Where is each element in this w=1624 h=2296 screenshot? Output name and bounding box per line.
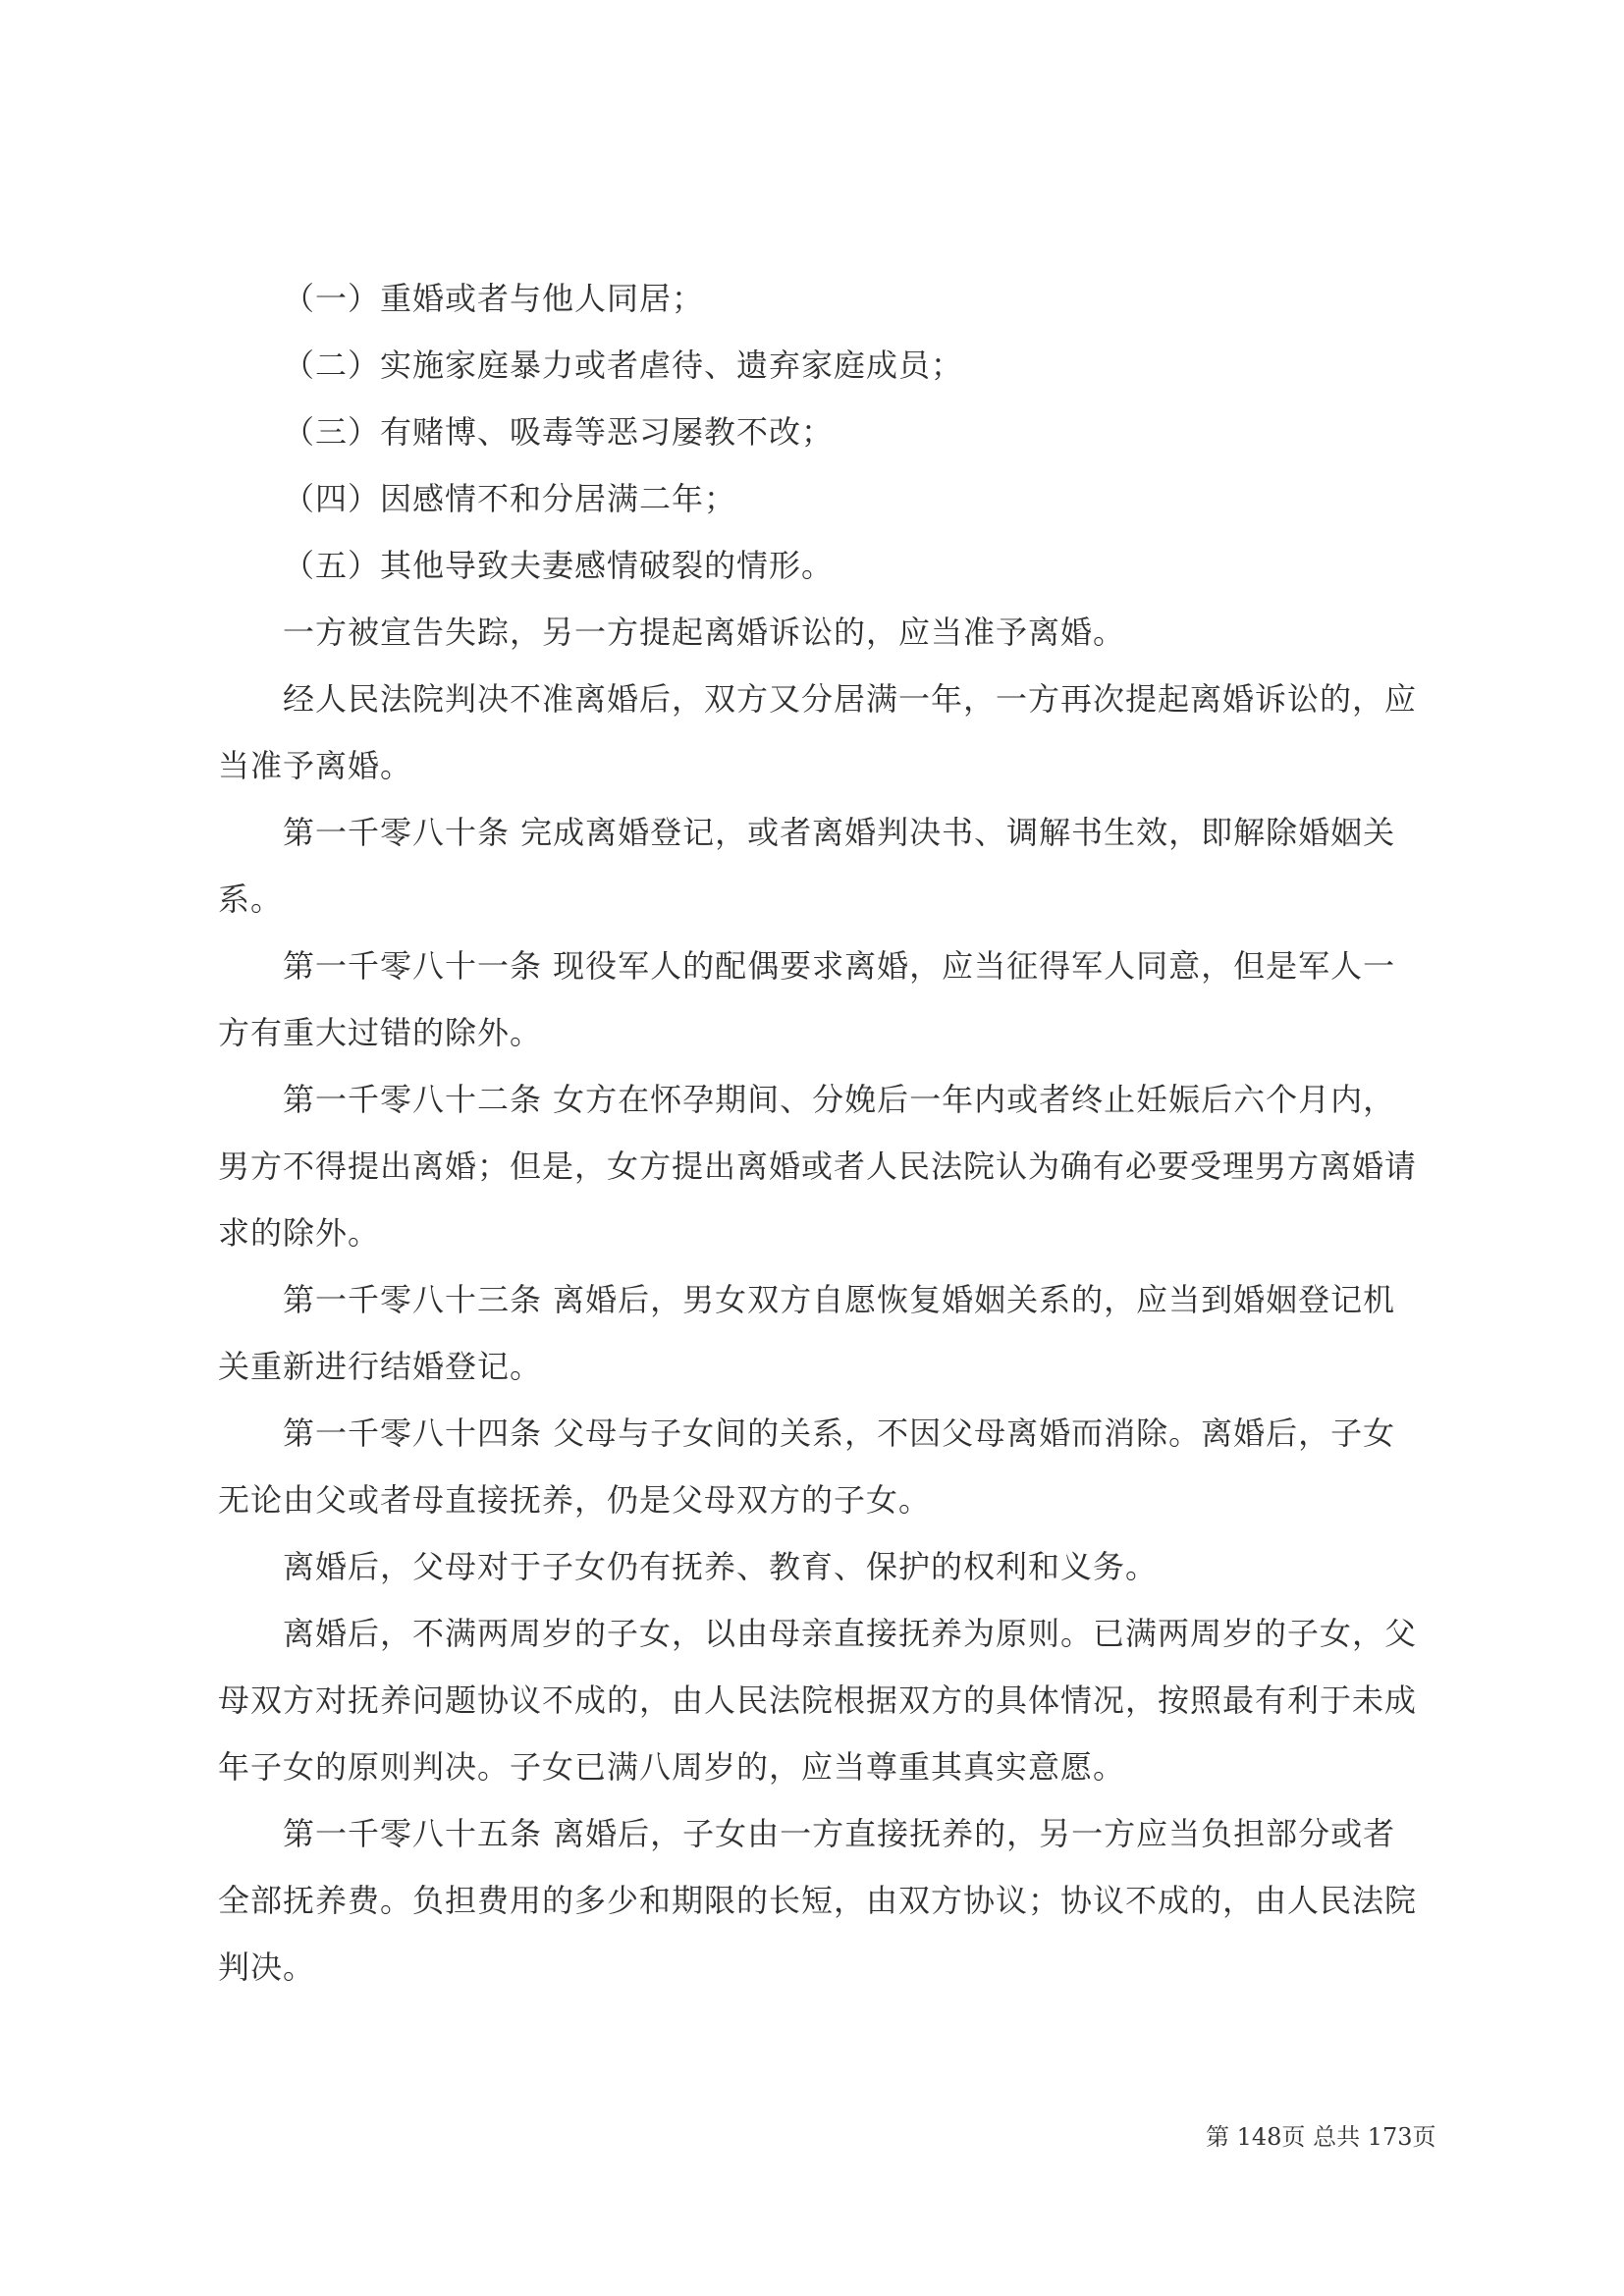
- article-1084: 第一千零八十四条 父母与子女间的关系，不因父母离婚而消除。离婚后，子女无论由父或者母直接抚养，仍是父母双方的子女。: [218, 1415, 1396, 1519]
- paragraph-custody-rule: 离婚后，不满两周岁的子女，以由母亲直接抚养为原则。已满两周岁的子女，父母双方对抚养问题协议不成的，由人民法院根据双方的具体情况，按照最有利于未成年子女的原则判决。子女已满八周岁的，应当尊重其真实意愿。: [218, 1615, 1418, 1786]
- article-1083: 第一千零八十三条 离婚后，男女双方自愿恢复婚姻关系的，应当到婚姻登记机关重新进行结婚登记。: [218, 1281, 1396, 1385]
- page-number-footer: 第 148页 总共 173页: [1206, 2123, 1436, 2151]
- clause-item-1: （一）重婚或者与他人同居；: [283, 280, 705, 317]
- clause-item-3: （三）有赌博、吸毒等恶习屡教不改；: [283, 413, 835, 451]
- clause-item-5: （五）其他导致夫妻感情破裂的情形。: [283, 547, 835, 584]
- paragraph-parental-rights: 离婚后，父母对于子女仍有抚养、教育、保护的权利和义务。: [283, 1548, 1159, 1585]
- paragraph-missing-person: 一方被宣告失踪，另一方提起离婚诉讼的，应当准予离婚。: [283, 614, 1126, 651]
- article-1082: 第一千零八十二条 女方在怀孕期间、分娩后一年内或者终止妊娠后六个月内，男方不得提出离婚；但是，女方提出离婚或者人民法院认为确有必要受理男方离婚请求的除外。: [218, 1081, 1418, 1252]
- article-1080: 第一千零八十条 完成离婚登记，或者离婚判决书、调解书生效，即解除婚姻关系。: [218, 814, 1396, 918]
- clause-item-2: （二）实施家庭暴力或者虐待、遗弃家庭成员；: [283, 347, 964, 384]
- clause-item-4: （四）因感情不和分居满二年；: [283, 480, 737, 517]
- article-1085: 第一千零八十五条 离婚后，子女由一方直接抚养的，另一方应当负担部分或者全部抚养费。负担费用的多少和期限的长短，由双方协议；协议不成的，由人民法院判决。: [218, 1815, 1418, 1986]
- document-body: [218, 265, 1424, 2001]
- paragraph-repeat-suit: 经人民法院判决不准离婚后，双方又分居满一年，一方再次提起离婚诉讼的，应当准予离婚。: [218, 680, 1418, 784]
- article-1081: 第一千零八十一条 现役军人的配偶要求离婚，应当征得军人同意，但是军人一方有重大过错的除外。: [218, 947, 1396, 1051]
